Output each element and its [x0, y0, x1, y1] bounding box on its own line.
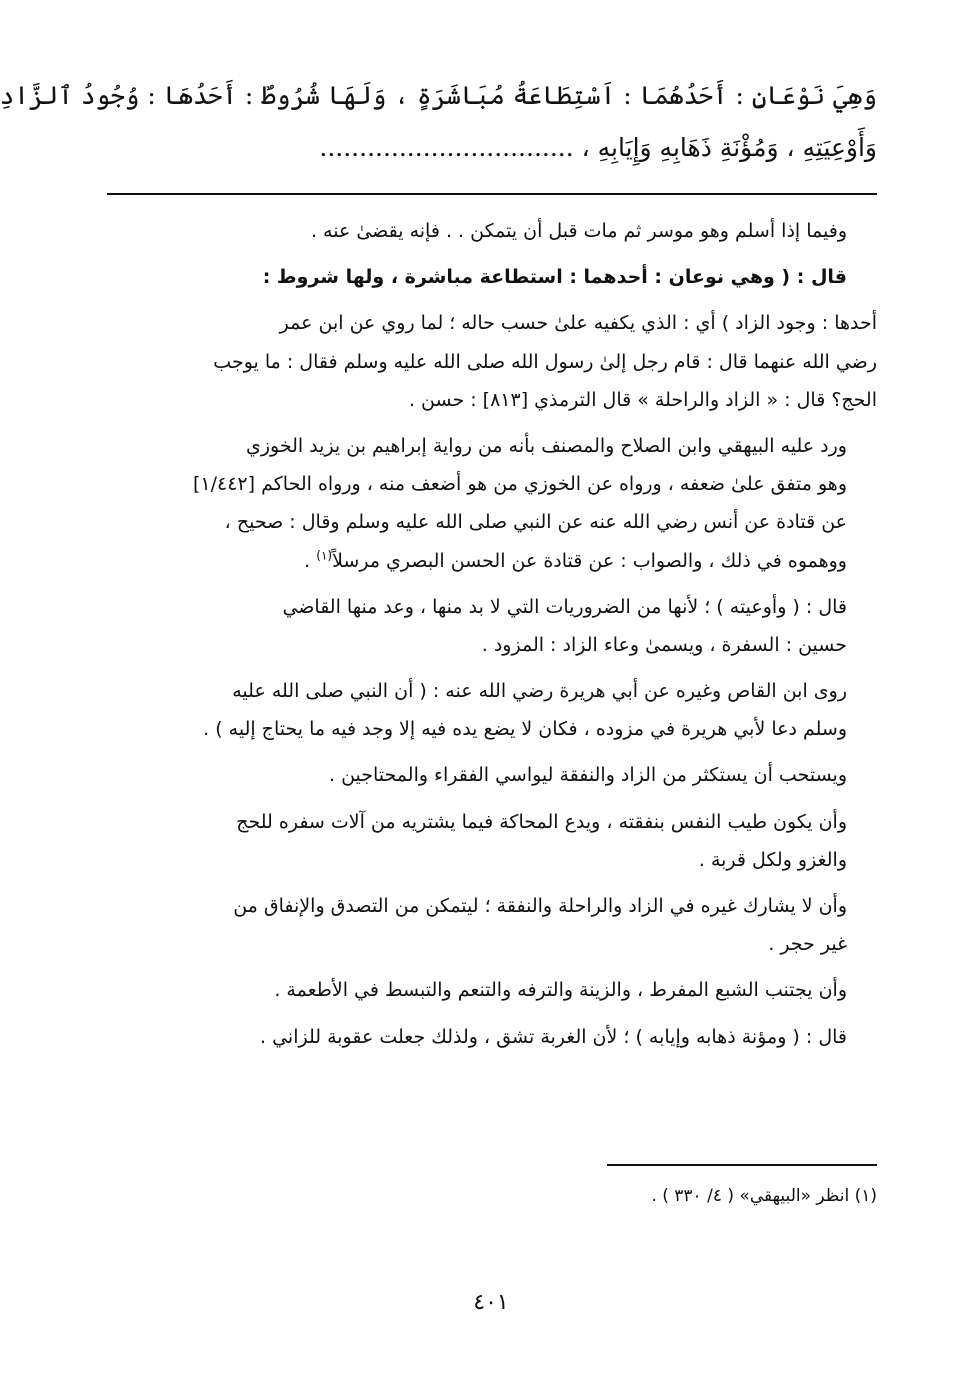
text-line-content: ووهموه في ذلك ، والصواب : عن قتادة عن الحسن البصري مرسلاً	[332, 549, 847, 572]
matn-dots: ................................	[319, 133, 574, 162]
text-line: عن قتادة عن أنس رضي الله عنه عن النبي صلى الله عليه وسلم وقال : صحيح ،	[224, 511, 847, 534]
paragraph	[102, 971, 877, 1009]
text-line: غير حجر .	[768, 933, 847, 956]
text-line: قال : ( وأوعيته ) ؛ لأنها من الضروريات التي لا بد منها ، وعد منها القاضي	[282, 595, 847, 618]
text-line	[102, 542, 847, 580]
paragraph	[102, 803, 877, 879]
matn-text	[0, 70, 877, 174]
paragraph	[102, 887, 877, 963]
page-number: ٤٠١	[473, 1290, 509, 1315]
text-line: قال : ( وهي نوعان : أحدهما : استطاعة مباشرة ، ولها شروط :	[262, 266, 847, 289]
text-line: والغزو ولكل قربة .	[698, 848, 847, 871]
footnote-marker: (١)	[316, 548, 333, 563]
matn-line	[102, 122, 877, 174]
text-line: الحج؟ قال : « الزاد والراحلة » قال الترمذي [٨١٣] : حسن .	[408, 388, 877, 411]
text-line: وهو متفق علىٰ ضعفه ، ورواه عن الخوزي من هو أضعف منه ، ورواه الحاكم [١/٤٤٢]	[192, 473, 847, 496]
paragraph	[102, 212, 877, 250]
paragraph	[102, 258, 877, 296]
text-line: أحدها : وجود الزاد ) أي : الذي يكفيه علىٰ حسب حاله ؛ لما روي عن ابن عمر	[279, 312, 877, 335]
text-line-end: .	[304, 549, 317, 572]
text-line: ورد عليه البيهقي وابن الصلاح والمصنف بأنه من رواية إبراهيم بن يزيد الخوزي	[245, 434, 847, 457]
paragraph	[102, 588, 877, 664]
matn-line-text: وَأَوْعِيَتِهِ ، وَمُؤْنَةِ ذَهَابِهِ وَإِيَابِهِ ،	[573, 133, 877, 162]
matn-separator	[107, 193, 877, 195]
text-line: ويستحب أن يستكثر من الزاد والنفقة ليواسي الفقراء والمحتاجين .	[328, 764, 847, 787]
text-line: قال : ( ومؤنة ذهابه وإيابه ) ؛ لأن الغربة تشق ، ولذلك جعلت عقوبة للزاني .	[259, 1025, 847, 1048]
text-line: وأن يكون طيب النفس بنفقته ، ويدع المحاكة فيما يشتريه من آلات سفره للحج	[236, 810, 847, 833]
paragraph	[102, 756, 877, 794]
footnote: (١) انظر «البيهقي» ( ٤/ ٣٣٠ ) .	[651, 1186, 877, 1206]
text-line: وسلم دعا لأبي هريرة في مزوده ، فكان لا يضع يده فيه إلا وجد فيه ما يحتاج إليه ) .	[203, 718, 847, 741]
text-line: وأن يجتنب الشبع المفرط ، والزينة والترفه والتنعم والتبسط في الأطعمة .	[274, 979, 847, 1002]
paragraph	[102, 1018, 877, 1056]
footnote-separator	[607, 1164, 877, 1166]
text-line: وأن لا يشارك غيره في الزاد والراحلة والنفقة ؛ ليتمكن من التصدق والإنفاق من	[233, 895, 847, 917]
text-line: روى ابن القاص وغيره عن أبي هريرة رضي الله عنه : ( أن النبي صلى الله عليه	[232, 680, 847, 703]
text-line: وفيما إذا أسلم وهو موسر ثم مات قبل أن يتمكن . . فإنه يقضىٰ عنه .	[310, 220, 847, 242]
paragraph	[102, 427, 877, 580]
matn-line: وَهِيَ نَوْعَانِ : أَحَدُهُمَا : اَسْتِطَاعَةُ مُبَاشَرَةٍ ، وَلَهَا شُرُوطٌ : أَحَدُهَا : وُجُودُ ٱلزَّادِ	[0, 81, 877, 110]
paragraph	[102, 672, 877, 748]
commentary-text	[102, 212, 877, 1064]
text-line: رضي الله عنهما قال : قام رجل إلىٰ رسول الله صلى الله عليه وسلم فقال : ما يوجب	[213, 350, 877, 373]
paragraph	[102, 304, 877, 419]
text-line: حسين : السفرة ، ويسمىٰ وعاء الزاد : المزود .	[481, 633, 847, 656]
